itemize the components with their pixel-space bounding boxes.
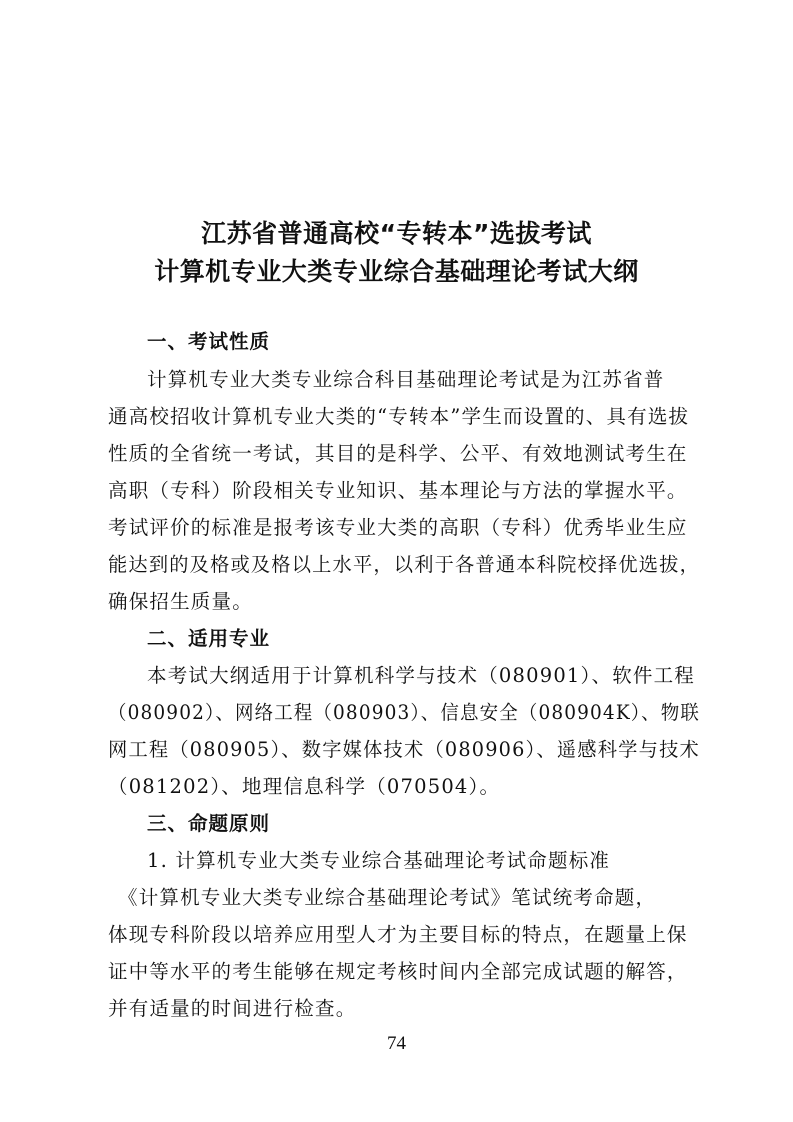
paragraph-line: 体现专科阶段以培养应用型人才为主要目标的特点，在题量上保 (108, 923, 688, 946)
paragraph-line: 高职（专科）阶段相关专业知识、基本理论与方法的掌握水平。 (108, 479, 688, 502)
title-line-2: 计算机专业大类专业综合基础理论考试大纲 (154, 257, 639, 286)
paragraph-line: 《计算机专业大类专业综合基础理论考试》笔试统考命题， (118, 886, 657, 909)
paragraph-line: 性质的全省统一考试，其目的是科学、公平、有效地测试考生在 (108, 442, 688, 465)
paragraph-line: 考试评价的标准是报考该专业大类的高职（专科）优秀毕业生应 (108, 516, 688, 539)
paragraph-line: 通高校招收计算机专业大类的“专转本”学生而设置的、具有选拔 (108, 405, 690, 428)
section-heading-applicable-majors: 二、适用专业 (147, 627, 271, 650)
paragraph-line: 证中等水平的考生能够在规定考核时间内全部完成试题的解答， (108, 960, 688, 983)
paragraph-line: 能达到的及格或及格以上水平，以利于各普通本科院校择优选拔， (108, 553, 700, 576)
document-title (0, 215, 793, 291)
paragraph-line: （081202）、地理信息科学（070504）。 (108, 775, 501, 798)
section-heading-exam-nature: 一、考试性质 (147, 330, 271, 353)
paragraph-line: （080902）、网络工程（080903）、信息安全（080904K）、物联 (108, 701, 700, 724)
paragraph-line: 网工程（080905）、数字媒体技术（080906）、遥感科学与技术 (108, 738, 700, 761)
paragraph-line: 确保招生质量。 (108, 590, 253, 613)
subheading-line: 1. 计算机专业大类专业综合基础理论考试命题标准 (147, 849, 611, 872)
title-line-1: 江苏省普通高校“专转本”选拔考试 (201, 219, 592, 248)
page-number: 74 (387, 1033, 406, 1054)
section-heading-principles: 三、命题原则 (147, 812, 271, 835)
paragraph-line: 计算机专业大类专业综合科目基础理论考试是为江苏省普 (147, 368, 665, 391)
paragraph-line: 本考试大纲适用于计算机科学与技术（080901）、软件工程 (147, 664, 695, 687)
paragraph-line: 并有适量的时间进行检查。 (108, 997, 357, 1020)
